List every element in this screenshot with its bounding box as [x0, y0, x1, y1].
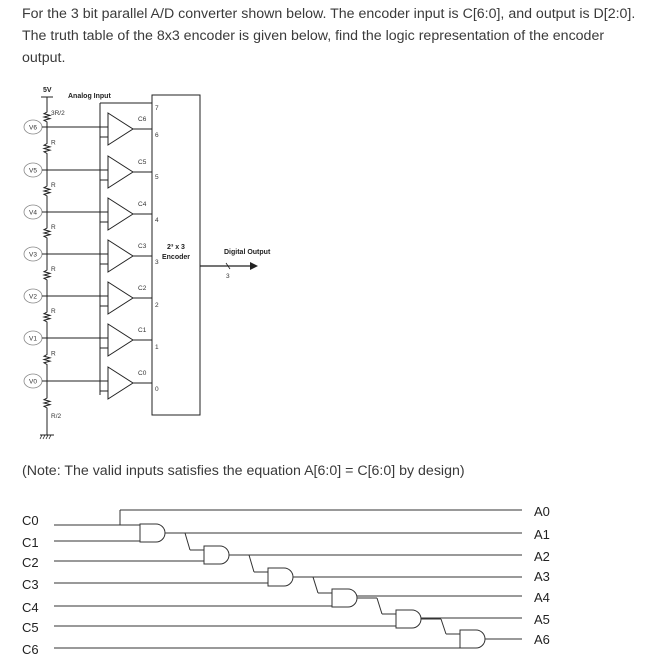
- input-label-c5: C5: [22, 620, 39, 635]
- comparator: [108, 324, 133, 356]
- output-label-a6: A6: [534, 632, 550, 647]
- ref-label: V6: [29, 124, 37, 132]
- output-label-a5: A5: [534, 612, 550, 627]
- encoder-pin: 4: [155, 217, 159, 224]
- output-label-a4: A4: [534, 590, 550, 605]
- encoder-pin: 7: [155, 105, 159, 112]
- input-label-c3: C3: [22, 577, 39, 592]
- question-text: For the 3 bit parallel A/D converter shown below. The encoder input is C[6:0], and output is D[2:0]. The truth table of the 8x3 encoder is given below, find the logic representation of the encoder output.: [22, 6, 636, 66]
- input-label-c2: C2: [22, 555, 39, 570]
- input-label-c4: C4: [22, 600, 39, 615]
- comparator-output-label: C4: [138, 201, 147, 208]
- comparator-output-label: C3: [138, 243, 147, 250]
- comparator-output-label: C2: [138, 285, 147, 292]
- resistor-r-label: R: [51, 350, 56, 358]
- and-gate-5: [396, 610, 421, 628]
- and-gate-2: [204, 546, 229, 564]
- comparator: [108, 240, 133, 272]
- resistor-r: [44, 338, 50, 381]
- and-gate-3: [268, 568, 293, 586]
- supply-label: 5V: [43, 87, 52, 94]
- bus-width-label: 3: [226, 273, 230, 280]
- encoder-title: 2³ x 3: [167, 244, 185, 251]
- and-gate-4: [332, 589, 357, 607]
- resistor-r-label: R: [51, 308, 56, 315]
- comparator-output-label: C0: [138, 370, 147, 377]
- resistor-r: [44, 254, 50, 296]
- encoder-pin: 6: [155, 132, 159, 139]
- resistor-r-label: R: [51, 224, 56, 231]
- output-label-a3: A3: [534, 569, 550, 584]
- resistor-r2: [44, 381, 50, 425]
- input-label-c0: C0: [22, 513, 39, 528]
- note-text: (Note: The valid inputs satisfies the equation A[6:0] = C[6:0] by design): [22, 463, 465, 479]
- comparator: [108, 367, 133, 399]
- and-gate-1: [140, 524, 165, 542]
- resistor-r2-label: R/2: [51, 413, 62, 420]
- resistor-r-label: R: [51, 182, 56, 189]
- output-label-a0: A0: [534, 504, 550, 519]
- analog-input-label: Analog Input: [68, 93, 111, 100]
- and-gate-6: [460, 630, 485, 648]
- logic-diagram: [0, 500, 665, 670]
- output-label-a1: A1: [534, 527, 550, 542]
- ref-label: V2: [29, 293, 37, 301]
- comparator: [108, 282, 133, 314]
- comparator-output-label: C6: [138, 116, 147, 123]
- resistor-3r2: [44, 107, 50, 127]
- resistor-r-label: R: [51, 139, 56, 147]
- resistor-r: [44, 170, 50, 212]
- resistor-r: [44, 296, 50, 338]
- comparator: [108, 156, 133, 188]
- input-label-c6: C6: [22, 642, 39, 657]
- encoder-pin: 5: [155, 174, 159, 181]
- resistor-r-label: R: [51, 266, 56, 273]
- encoder-subtitle: Encoder: [161, 254, 191, 261]
- ref-label: V0: [29, 378, 37, 386]
- ref-label: V1: [29, 335, 37, 343]
- adc-schematic: [0, 85, 300, 455]
- input-label-c1: C1: [22, 535, 39, 550]
- resistor-r: [44, 212, 50, 254]
- comparator-output-label: C5: [138, 159, 147, 166]
- resistor-3r2-label: 3R/2: [51, 110, 65, 117]
- digital-output-label: Digital Output: [224, 249, 271, 256]
- encoder-pin: 0: [155, 386, 159, 393]
- ref-label: V5: [29, 167, 37, 175]
- encoder-pin: 2: [155, 302, 159, 309]
- output-label-a2: A2: [534, 549, 550, 564]
- ref-label: V4: [29, 209, 37, 217]
- comparator-output-label: C1: [138, 327, 147, 334]
- encoder-pin: 1: [155, 344, 159, 351]
- comparator: [108, 113, 133, 145]
- encoder-pin: 3: [155, 259, 159, 266]
- comparator: [108, 198, 133, 230]
- resistor-r: [44, 127, 50, 170]
- ref-label: V3: [29, 251, 37, 259]
